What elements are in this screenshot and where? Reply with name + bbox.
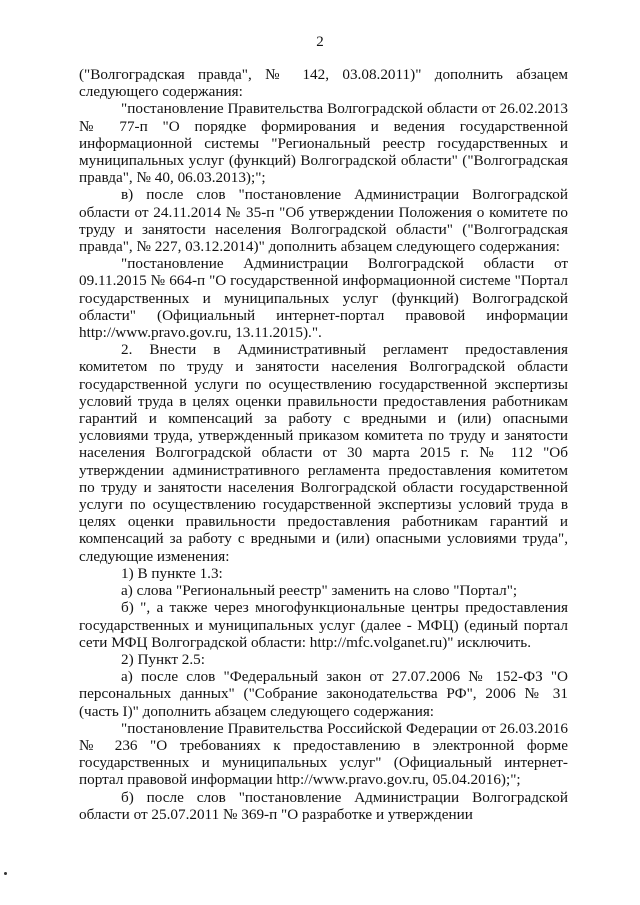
paragraph: а) слова "Региональный реестр" заменить на слово "Портал";: [121, 582, 518, 600]
scan-speck: [4, 872, 7, 875]
paragraph: ("Волгоградская правда", № 142, 03.08.2011)" дополнить абзацем следующего содержания:: [79, 66, 568, 101]
paragraph: 2. Внести в Административный регламент предоставления комитетом по труду и занятости населения Волгоградской области государственной услуги по осуществлению государственной экспертизы условий труда в целях оценки правильности предоставления работникам гарантий и компенсаций за работу с вредными и (или) опасными условиями труда, утвержденный приказом комитета по труду и занятости населения Волгоградской области от 30 марта 2015 г. № 112 "Об утверждении административного регламента предоставления комитетом по труду и занятости населения Волгоградской области государственной услуги по осуществлению государственной экспертизы условий труда в целях оценки правильности предоставления работникам гарантий и компенсаций за работу с вредными и (или) опасными условиями труда", следующие изменения:: [79, 341, 568, 565]
paragraph: б) ", а также через многофункциональные центры предоставления государственных и муниципальных услуг (далее - МФЦ) (единый портал сети МФЦ Волгоградской области: http://mfc.volganet.ru)" исключить.: [79, 599, 568, 651]
paragraph: 1) В пункте 1.3:: [121, 564, 223, 582]
page-number: 2: [316, 34, 324, 50]
paragraph: "постановление Правительства Волгоградской области от 26.02.2013 № 77-п "О порядке формирования и ведения государственной информационной системы "Региональный реестр государственных и муниципальных услуг (функций) Волгоградской области" ("Волгоградская правда", № 40, 06.03.2013);";: [79, 100, 568, 187]
paragraph: 2) Пункт 2.5:: [121, 650, 205, 668]
paragraph: а) после слов "Федеральный закон от 27.07.2006 № 152-ФЗ "О персональных данных" ("Собрание законодательства РФ", 2006 № 31 (часть I)" дополнить абзацем следующего содержания:: [79, 668, 568, 720]
document-body: [79, 66, 568, 823]
paragraph: б) после слов "постановление Администрации Волгоградской области от 25.07.2011 № 369-п "О разработке и утверждении: [79, 788, 568, 823]
paragraph: "постановление Правительства Российской Федерации от 26.03.2016 № 236 "О требованиях к предоставлению в электронной форме государственных и муниципальных услуг" (Официальный интернет-портал правовой информации http://www.pravo.gov.ru, 05.04.2016);";: [79, 719, 568, 789]
paragraph: в) после слов "постановление Администрации Волгоградской области от 24.11.2014 № 35-п "Об утверждении Положения о комитете по труду и занятости населения Волгоградской области" ("Волгоградская правда", № 227, 03.12.2014)" дополнить абзацем следующего содержания:: [79, 186, 568, 256]
paragraph: "постановление Администрации Волгоградской области от 09.11.2015 № 664-п "О государственной информационной системе "Портал государственных и муниципальных услуг (функций) Волгоградской области" (Официальный интернет-портал правовой информации http://www.pravo.gov.ru, 13.11.2015).".: [79, 255, 568, 342]
